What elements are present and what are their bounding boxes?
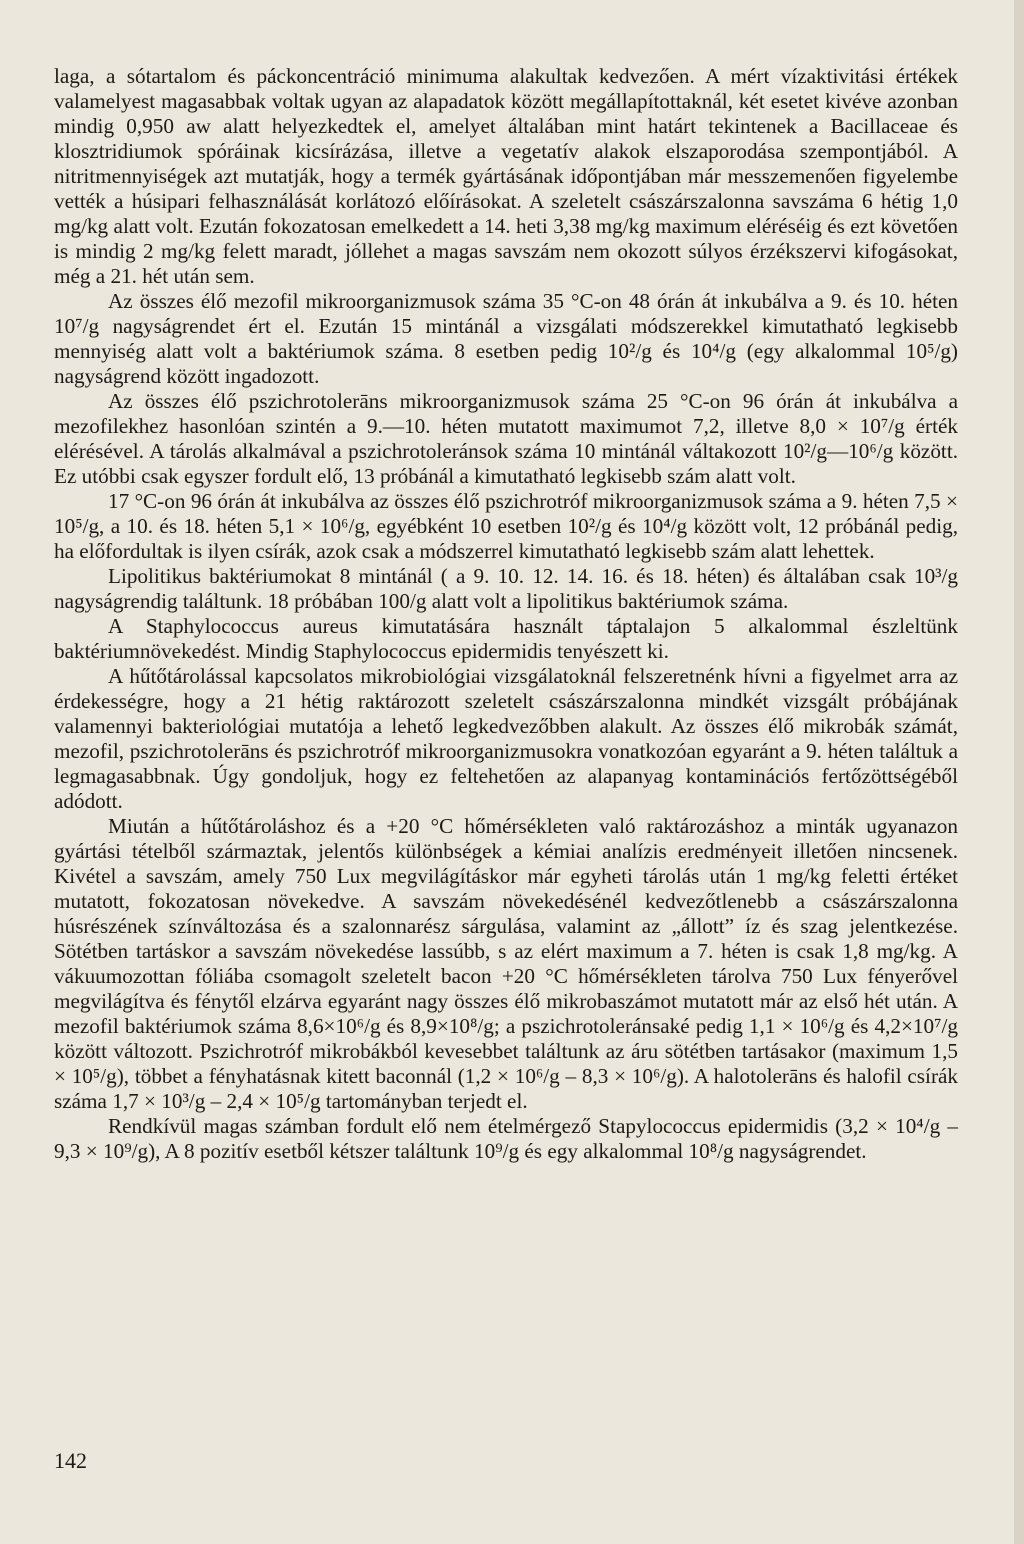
paragraph: Az összes élő pszichrotolerāns mikroorganizmusok száma 25 °C-on 96 órán át inkubálva a mezofilekhez hasonlóan szintén a 9.—10. héten mutatott maximumot 7,2, illetve 8,0 × 10⁷/g érték elérésével. A tárolás alkalmával a pszichrotoleránsok száma 10 mintánál váltakozott 10²/g—10⁶/g között. Ez utóbbi csak egyszer fordult elő, 13 próbánál a kimutatható legkisebb szám alatt volt. — [54, 389, 958, 488]
paragraph: laga, a sótartalom és páckoncentráció minimuma alakultak kedvezően. A mért vízaktivitási értékek valamelyest magasabbak voltak ugyan az alapadatok között megállapítottaknál, két esetet kivéve azonban mindig 0,950 aw alatt helyezkedtek el, amelyet általában mint határt tekintenek a Bacillaceae és klosztridiumok spóráinak kicsírázása, illetve a vegetatív alakok elszaporodása szempontjából. A nitritmennyiségek azt mutatják, hogy a termék gyártásának időpontjában már messzemenően figyelembe vették a húsipari felhasználását korlátozó előírásokat. A szeletelt császárszalonna savszáma 6 hétig 1,0 mg/kg alatt volt. Ezután fokozatosan emelkedett a 14. heti 3,38 mg/kg maximum eléréséig és ezt követően is mindig 2 mg/kg felett maradt, jóllehet a magas savszám nem okozott súlyos érzékszervi kifogásokat, még a 21. hét után sem. — [54, 64, 958, 288]
paragraph: Az összes élő mezofil mikroorganizmusok száma 35 °C-on 48 órán át inkubálva a 9. és 10. héten 10⁷/g nagyságrendet ért el. Ezután 15 mintánál a vizsgálati módszerekkel kimutatható legkisebb mennyiség alatt volt a baktériumok száma. 8 esetben pedig 10²/g és 10⁴/g (egy alkalommal 10⁵/g) nagyságrend között ingadozott. — [54, 289, 958, 388]
body-text — [54, 64, 958, 1164]
paragraph: Rendkívül magas számban fordult elő nem ételmérgező Stapylococcus epidermidis (3,2 × 10⁴/g – 9,3 × 10⁹/g), A 8 pozitív esetből kétszer találtunk 10⁹/g és egy alkalommal 10⁸/g nagyságrendet. — [54, 1114, 958, 1163]
paragraph: Miután a hűtőtároláshoz és a +20 °C hőmérsékleten való raktározáshoz a minták ugyanazon gyártási tételből származtak, jelentős különbségek a kémiai analízis eredményeit illetően nincsenek. Kivétel a savszám, amely 750 Lux megvilágításkor már egyheti tárolás után 1 mg/kg feletti értéket mutatott, fokozatosan növekedve. A savszám növekedésénél kedvezőtlenebb a császárszalonna húsrészének színváltozása és a szalonnarész sárgulása, valamint az „állott” íz és szag jelentkezése. Sötétben tartáskor a savszám növekedése lassúbb, s az elért maximum a 7. héten is csak 1,8 mg/kg. A vákuumozottan fóliába csomagolt szeletelt bacon +20 °C hőmérsékleten tárolva 750 Lux fényerővel megvilágítva és fénytől elzárva egyaránt nagy összes élő mikrobaszámot mutatott már az első hét után. A mezofil baktériumok száma 8,6×10⁶/g és 8,9×10⁸/g; a pszichrotoleránsaké pedig 1,1 × 10⁶/g és 4,2×10⁷/g között változott. Pszichrotróf mikrobákból kevesebbet találtunk az áru sötétben tartásakor (maximum 1,5 × 10⁵/g), többet a fényhatásnak kitett baconnál (1,2 × 10⁶/g – 8,3 × 10⁶/g). A halotolerāns és halofil csírák száma 1,7 × 10³/g – 2,4 × 10⁵/g tartományban terjedt el. — [54, 814, 958, 1113]
page-number: 142 — [54, 1448, 87, 1473]
paragraph: A Staphylococcus aureus kimutatására használt táptalajon 5 alkalommal észleltünk baktériumnövekedést. Mindig Staphylococcus epidermidis tenyészett ki. — [54, 614, 958, 663]
paragraph: Lipolitikus baktériumokat 8 mintánál ( a 9. 10. 12. 14. 16. és 18. héten) és általában csak 10³/g nagyságrendig találtunk. 18 próbában 100/g alatt volt a lipolitikus baktériumok száma. — [54, 564, 958, 613]
paragraph: A hűtőtárolással kapcsolatos mikrobiológiai vizsgálatoknál felszeretnénk hívni a figyelmet arra az érdekességre, hogy a 21 hétig raktározott szeletelt császárszalonna mindkét vizsgált próbájának valamennyi bakteriológiai mutatója a lehető legkedvezőbben alakult. Az összes élő mikrobák számát, mezofil, pszichrotolerāns és pszichrotróf mikroorganizmusokra vonatkozóan egyaránt a 9. héten találtuk a legmagasabbnak. Úgy gondoljuk, hogy ez feltehetően az alapanyag kontaminációs fertőzöttségéből adódott. — [54, 664, 958, 813]
page-edge — [1014, 0, 1024, 1544]
paragraph: 17 °C-on 96 órán át inkubálva az összes élő pszichrotróf mikroorganizmusok száma a 9. héten 7,5 × 10⁵/g, a 10. és 18. héten 5,1 × 10⁶/g, egyébként 10 esetben 10²/g és 10⁴/g között volt, 12 próbánál pedig, ha előfordultak is ilyen csírák, azok csak a módszerrel kimutatható legkisebb szám alatt lehettek. — [54, 489, 958, 563]
